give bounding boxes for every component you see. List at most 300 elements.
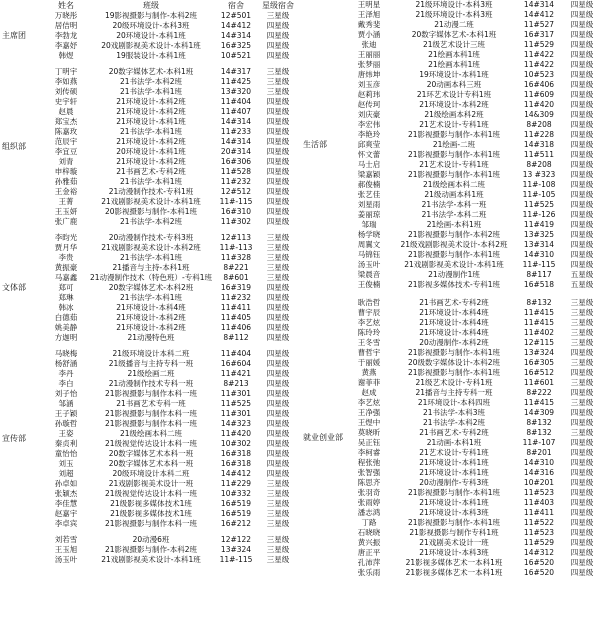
member-class: 21书法学-本科2班 (119, 77, 183, 86)
member-name: 丁路 (361, 518, 377, 527)
member-dorm: 13 #323 (522, 170, 556, 179)
member-name: 史宇轩 (54, 97, 78, 106)
member-level: 四星级 (570, 488, 594, 497)
member-class: 21级戏剧影视美术设计-本科2班 (400, 240, 508, 249)
member-class: 21级视觉传达设计本科一班 (104, 489, 198, 498)
member-class: 21级环境设计-本科3班 (415, 0, 493, 9)
member-name: 赵传珂 (357, 100, 381, 109)
member-level: 三星级 (266, 87, 290, 96)
member-dorm: 11#609 (523, 90, 555, 99)
member-class: 21环境设计-本科2班 (116, 107, 186, 116)
member-name: 郑可 (58, 283, 74, 292)
left-roster-body (0, 11, 300, 565)
member-row (0, 349, 300, 359)
member-row (301, 518, 607, 528)
member-level: 四星级 (570, 478, 594, 487)
member-level: 四星级 (266, 303, 290, 312)
member-class: 20戏剧影视美术设计-本科1班 (101, 41, 201, 50)
member-row (0, 499, 300, 509)
member-row (301, 250, 607, 260)
member-level: 四星级 (266, 399, 290, 408)
department-block (301, 298, 607, 578)
member-name: 白德茹 (54, 313, 78, 322)
member-row (301, 0, 607, 10)
member-level: 三星级 (570, 378, 594, 387)
member-row (301, 140, 607, 150)
member-level: 四星级 (266, 429, 290, 438)
member-row (0, 107, 300, 117)
member-row (301, 160, 607, 170)
member-row (301, 40, 607, 50)
member-row (301, 348, 607, 358)
member-class: 21书法学-本科3班 (422, 408, 486, 417)
member-level: 五星级 (570, 280, 594, 289)
member-name: 潘志鸿 (357, 508, 381, 517)
member-row (301, 280, 607, 290)
member-name: 范辰宇 (54, 137, 78, 146)
member-dorm: 12#122 (220, 535, 252, 544)
member-name: 李白 (58, 379, 74, 388)
member-row (0, 177, 300, 187)
member-level: 四星级 (266, 167, 290, 176)
member-level: 四星级 (570, 50, 594, 59)
member-level: 四星级 (266, 107, 290, 116)
member-level: 四星级 (570, 250, 594, 259)
department-label: 组织部 (2, 142, 26, 151)
member-dorm: 11#-105 (522, 190, 556, 199)
member-level: 四星级 (266, 293, 290, 302)
member-name: 陈嘉玫 (54, 127, 78, 136)
member-row (0, 21, 300, 31)
member-dorm: 14#412 (220, 21, 252, 30)
member-row (0, 449, 300, 459)
member-class: 21动漫制作技术（特色班）-专科1班 (89, 273, 213, 282)
member-row (0, 469, 300, 479)
member-class: 21级艺术设计三班 (422, 40, 486, 49)
member-name: 王冬雪 (357, 338, 381, 347)
member-class: 21动漫制作技术专科一班 (108, 379, 194, 388)
member-dorm: 11#-115 (219, 197, 253, 206)
member-dorm: 10#332 (220, 489, 252, 498)
member-row (301, 260, 607, 270)
member-name: 马锦钰 (357, 250, 381, 259)
member-level: 四星级 (266, 197, 290, 206)
member-level: 三星级 (570, 398, 594, 407)
member-dorm: 16#604 (220, 359, 252, 368)
member-name: 贾小涵 (357, 30, 381, 39)
member-class: 21级影视多媒体技术1班 (110, 499, 192, 508)
member-row (0, 233, 300, 243)
member-class: 19影视摄影与制作-本科2班 (104, 11, 198, 20)
member-class: 19服装设计-本科1班 (116, 51, 186, 60)
member-level: 四星级 (266, 217, 290, 226)
member-dorm: 14#318 (523, 140, 555, 149)
member-row (301, 110, 607, 120)
member-name: 郑宝杰 (54, 117, 78, 126)
member-row (0, 399, 300, 409)
member-class: 21动漫制作1班 (428, 270, 480, 279)
member-name: 李艺炫 (357, 398, 381, 407)
member-class: 20动漫6班 (132, 535, 170, 544)
member-class: 20动漫制作-本科2班 (419, 338, 489, 347)
member-level: 四星级 (570, 140, 594, 149)
member-dorm: 11#406 (220, 323, 252, 332)
member-row (301, 70, 607, 80)
member-dorm: 11#525 (220, 399, 252, 408)
member-class: 21环境设计-本科1班 (419, 468, 489, 477)
member-class: 21环境设计-本科3班 (419, 508, 489, 517)
member-dorm: 14#317 (220, 67, 252, 76)
member-dorm: 11#420 (523, 100, 555, 109)
header-level: 星级宿舍 (262, 1, 294, 10)
member-name: 郑琳 (58, 293, 74, 302)
member-row (0, 77, 300, 87)
member-row (301, 100, 607, 110)
member-name: 戴秀斐 (357, 20, 381, 29)
member-class: 21环艺术设计专科1班 (416, 90, 492, 99)
member-dorm: 16#520 (523, 558, 555, 567)
member-dorm: 11#229 (220, 479, 252, 488)
member-dorm: 8#112 (223, 333, 249, 342)
member-class: 21绘画-本科1班 (426, 220, 482, 229)
member-class: 21影视摄影与制作-本科1班 (407, 170, 501, 179)
member-level: 三星级 (570, 298, 594, 307)
member-row (0, 31, 300, 41)
member-level: 四星级 (570, 508, 594, 517)
member-dorm: 16#406 (523, 80, 555, 89)
member-dorm: 11#-113 (219, 243, 253, 252)
member-class: 21影视摄影与制作-本科1班 (407, 348, 501, 357)
member-class: 21动漫制作技术-专科1班 (108, 187, 194, 196)
member-name: 陈玲玲 (357, 328, 381, 337)
member-class: 21环境设计-本科3班 (419, 548, 489, 557)
member-dorm: 11#529 (523, 538, 555, 547)
member-row (0, 147, 300, 157)
member-level: 三星级 (570, 358, 594, 367)
member-level: 四星级 (266, 469, 290, 478)
right-roster-panel (301, 0, 607, 578)
member-class: 21书法学-本科1班 (119, 127, 183, 136)
member-dorm: 11#422 (523, 60, 555, 69)
member-dorm: 16#318 (220, 449, 252, 458)
member-name: 韩冰 (58, 303, 74, 312)
member-class: 21级绘画二班 (127, 369, 175, 378)
member-level: 四星级 (570, 408, 594, 417)
member-name: 刘子怡 (54, 389, 78, 398)
member-class: 21绘画-二班 (432, 140, 476, 149)
department-block (0, 535, 300, 565)
member-row (0, 253, 300, 263)
member-level: 四星级 (266, 349, 290, 358)
member-name: 刘玉 (58, 459, 74, 468)
member-class: 21书法学-本科1班 (119, 253, 183, 262)
member-level: 四星级 (266, 459, 290, 468)
member-level: 四星级 (570, 438, 594, 447)
member-name: 曹宇辰 (357, 308, 381, 317)
member-class: 20环境设计-本科1班 (116, 31, 186, 40)
member-name: 汤玉叶 (357, 260, 381, 269)
member-row (0, 97, 300, 107)
member-dorm: 11#420 (220, 429, 252, 438)
member-name: 方迦明 (54, 333, 78, 342)
member-class: 21环境设计-本科1班 (419, 498, 489, 507)
member-class: 20数字媒体艺术-本科1班 (108, 67, 194, 76)
member-level: 四星级 (570, 388, 594, 397)
member-dorm: 10#201 (523, 478, 555, 487)
member-row (301, 220, 607, 230)
member-row (301, 438, 607, 448)
member-level: 四星级 (570, 100, 594, 109)
member-row (301, 368, 607, 378)
member-row (0, 51, 300, 61)
member-level: 四星级 (266, 333, 290, 342)
member-dorm: 11#-126 (522, 210, 556, 219)
member-row (301, 338, 607, 348)
member-row (301, 478, 607, 488)
member-class: 21级绘画本科2班 (424, 110, 484, 119)
member-row (301, 230, 607, 240)
member-name: 王泽旭 (357, 10, 381, 19)
member-class: 21环境设计-本科1班 (419, 458, 489, 467)
member-name: 曹哲宇 (357, 348, 381, 357)
member-level: 四星级 (570, 170, 594, 179)
member-name: 王煜中 (357, 418, 381, 427)
member-level: 四星级 (570, 528, 594, 537)
member-class: 20影视摄影与制作-本科1班 (104, 207, 198, 216)
member-name: 张广鹿 (54, 217, 78, 226)
member-level: 四星级 (266, 359, 290, 368)
member-row (0, 207, 300, 217)
member-dorm: 11#232 (220, 293, 252, 302)
member-dorm: 8#208 (526, 120, 552, 129)
member-row (301, 498, 607, 508)
member-row (0, 429, 300, 439)
member-level: 四星级 (570, 0, 594, 9)
member-dorm: 11#529 (523, 40, 555, 49)
member-level: 三星级 (266, 67, 290, 76)
member-dorm: 11#421 (220, 369, 252, 378)
member-row (301, 170, 607, 180)
member-row (0, 545, 300, 555)
member-name: 刘若雪 (54, 535, 78, 544)
member-name: 万晓彤 (54, 11, 78, 20)
member-name: 黄振豪 (54, 263, 78, 272)
member-class: 21影视摄影与制作本科一班 (104, 409, 198, 418)
left-header-row (0, 1, 300, 11)
member-class: 21环境设计-本科4班 (419, 318, 489, 327)
member-level: 三星级 (266, 509, 290, 518)
member-level: 三星级 (266, 535, 290, 544)
member-name: 王菁 (58, 197, 74, 206)
member-dorm: 14#309 (523, 408, 555, 417)
member-level: 三星级 (570, 318, 594, 327)
member-class: 21影视摄影与制作本科一班 (104, 519, 198, 528)
member-row (0, 137, 300, 147)
member-name: 周翼文 (357, 240, 381, 249)
member-level: 四星级 (570, 130, 594, 139)
member-row (0, 217, 300, 227)
member-name: 李卓宾 (54, 519, 78, 528)
member-level: 四星级 (266, 51, 290, 60)
member-dorm: 8#221 (223, 263, 249, 272)
member-row (301, 50, 607, 60)
member-row (301, 378, 607, 388)
member-row (0, 67, 300, 77)
member-dorm: 16#318 (220, 459, 252, 468)
member-dorm: 11#402 (523, 328, 555, 337)
member-level: 三星级 (266, 77, 290, 86)
member-dorm: 12#115 (523, 338, 555, 347)
member-class: 21级环境设计-本科3班 (415, 10, 493, 19)
member-name: 唐炜坤 (357, 70, 381, 79)
member-level: 四星级 (570, 160, 594, 169)
member-name: 张乐雨 (357, 568, 381, 577)
member-row (301, 508, 607, 518)
member-class: 21环境设计-本科4班 (419, 308, 489, 317)
member-name: 张颖杰 (54, 489, 78, 498)
member-class: 21影视多媒体艺术一本科1班 (405, 568, 503, 577)
member-row (301, 408, 607, 418)
member-name: 刘超 (58, 469, 74, 478)
member-dorm: 11#-115 (219, 555, 253, 564)
member-row (301, 120, 607, 130)
member-name: 张雨婷 (357, 498, 381, 507)
member-dorm: 11#405 (220, 313, 252, 322)
member-level: 四星级 (266, 323, 290, 332)
member-dorm: 12#512 (220, 187, 252, 196)
member-row (0, 379, 300, 389)
member-name: 于丽媛 (357, 358, 381, 367)
member-dorm: 11#-108 (522, 180, 556, 189)
member-class: 20数字媒体艺术本科一班 (108, 459, 194, 468)
member-level: 四星级 (266, 157, 290, 166)
member-row (0, 555, 300, 565)
member-level: 三星级 (570, 328, 594, 337)
member-row (0, 293, 300, 303)
member-class: 21级艺术设计-专科1班 (415, 378, 493, 387)
left-roster-panel (0, 0, 300, 565)
member-name: 童怡怡 (54, 449, 78, 458)
member-class: 21艺术设计-专科1班 (419, 160, 489, 169)
member-class: 21书画艺术专科一班 (116, 399, 186, 408)
member-row (301, 270, 607, 280)
member-dorm: 11#525 (523, 200, 555, 209)
member-row (0, 359, 300, 369)
member-name: 居佶明 (54, 21, 78, 30)
member-dorm: 8#132 (526, 428, 552, 437)
member-name: 李勃龙 (54, 31, 78, 40)
member-level: 四星级 (570, 468, 594, 477)
member-name: 李嘉妤 (54, 41, 78, 50)
member-name: 程张弛 (357, 458, 381, 467)
member-level: 四星级 (570, 20, 594, 29)
member-class: 21级播音与主持专科一班 (108, 359, 194, 368)
member-level: 四星级 (266, 187, 290, 196)
member-class: 21动漫特色班 (127, 333, 175, 342)
member-class: 21级影视多媒体技术1班 (110, 509, 192, 518)
member-name: 王玉妍 (54, 207, 78, 216)
member-row (0, 283, 300, 293)
member-row (301, 210, 607, 220)
member-class: 21绘画本科1班 (428, 50, 480, 59)
member-name: 怀文蕾 (357, 150, 381, 159)
member-level: 三星级 (266, 489, 290, 498)
member-dorm: 16#519 (220, 499, 252, 508)
member-level: 四星级 (266, 207, 290, 216)
member-level: 四星级 (266, 117, 290, 126)
member-dorm: 11#528 (220, 167, 252, 176)
member-row (301, 60, 607, 70)
member-name: 谢菲菲 (357, 378, 381, 387)
member-level: 四星级 (570, 230, 594, 239)
member-dorm: 13#320 (220, 87, 252, 96)
member-row (0, 333, 300, 343)
member-class: 21环境设计-本科2班 (116, 323, 186, 332)
member-name: 邱爽莹 (357, 140, 381, 149)
right-roster-body (301, 0, 607, 578)
member-class: 21书画艺术-专科2班 (419, 428, 489, 437)
member-level: 四星级 (570, 190, 594, 199)
member-level: 四星级 (570, 70, 594, 79)
member-row (301, 200, 607, 210)
member-level: 四星级 (570, 220, 594, 229)
member-row (301, 90, 607, 100)
member-row (301, 308, 607, 318)
member-row (0, 535, 300, 545)
member-dorm: 14#310 (523, 458, 555, 467)
member-name: 唐正平 (357, 548, 381, 557)
member-row (301, 130, 607, 140)
member-class: 21戏剧美术设计一班 (419, 538, 489, 547)
member-dorm: 16#512 (523, 368, 555, 377)
member-name: 陈思齐 (357, 478, 381, 487)
member-dorm: 14#412 (523, 10, 555, 19)
member-dorm: 8#132 (526, 298, 552, 307)
member-level: 四星级 (570, 558, 594, 567)
member-dorm: 11#419 (523, 220, 555, 229)
department-block (0, 11, 300, 61)
member-level: 五星级 (570, 270, 594, 279)
member-level: 三星级 (266, 519, 290, 528)
member-level: 四星级 (570, 120, 594, 129)
member-class: 20级环境设计本科二班 (112, 469, 190, 478)
member-row (301, 298, 607, 308)
member-class: 21动画-本科1班 (426, 438, 482, 447)
member-level: 四星级 (570, 348, 594, 357)
member-row (0, 489, 300, 499)
member-row (0, 41, 300, 51)
member-name: 秦贞利 (54, 439, 78, 448)
member-class: 21书法学-本科1班 (119, 293, 183, 302)
member-row (301, 548, 607, 558)
member-level: 三星级 (266, 555, 290, 564)
member-class: 21环境设计-本科4班 (419, 328, 489, 337)
member-name: 赵莉玮 (357, 90, 381, 99)
member-class: 21影视摄影与制作-本科1班 (407, 368, 501, 377)
member-level: 四星级 (570, 548, 594, 557)
member-name: 赵成 (361, 388, 377, 397)
member-name: 丁明宇 (54, 67, 78, 76)
member-dorm: 11#411 (220, 303, 252, 312)
member-dorm: 14#312 (523, 548, 555, 557)
member-class: 21戏剧影视美术设计-本科1班 (101, 197, 201, 206)
member-level: 四星级 (570, 458, 594, 467)
member-name: 孙卓如 (54, 479, 78, 488)
member-dorm: 16#519 (220, 509, 252, 518)
member-row (301, 488, 607, 498)
member-class: 21影视摄影与制作-本科1班 (407, 518, 501, 527)
member-row (0, 303, 300, 313)
